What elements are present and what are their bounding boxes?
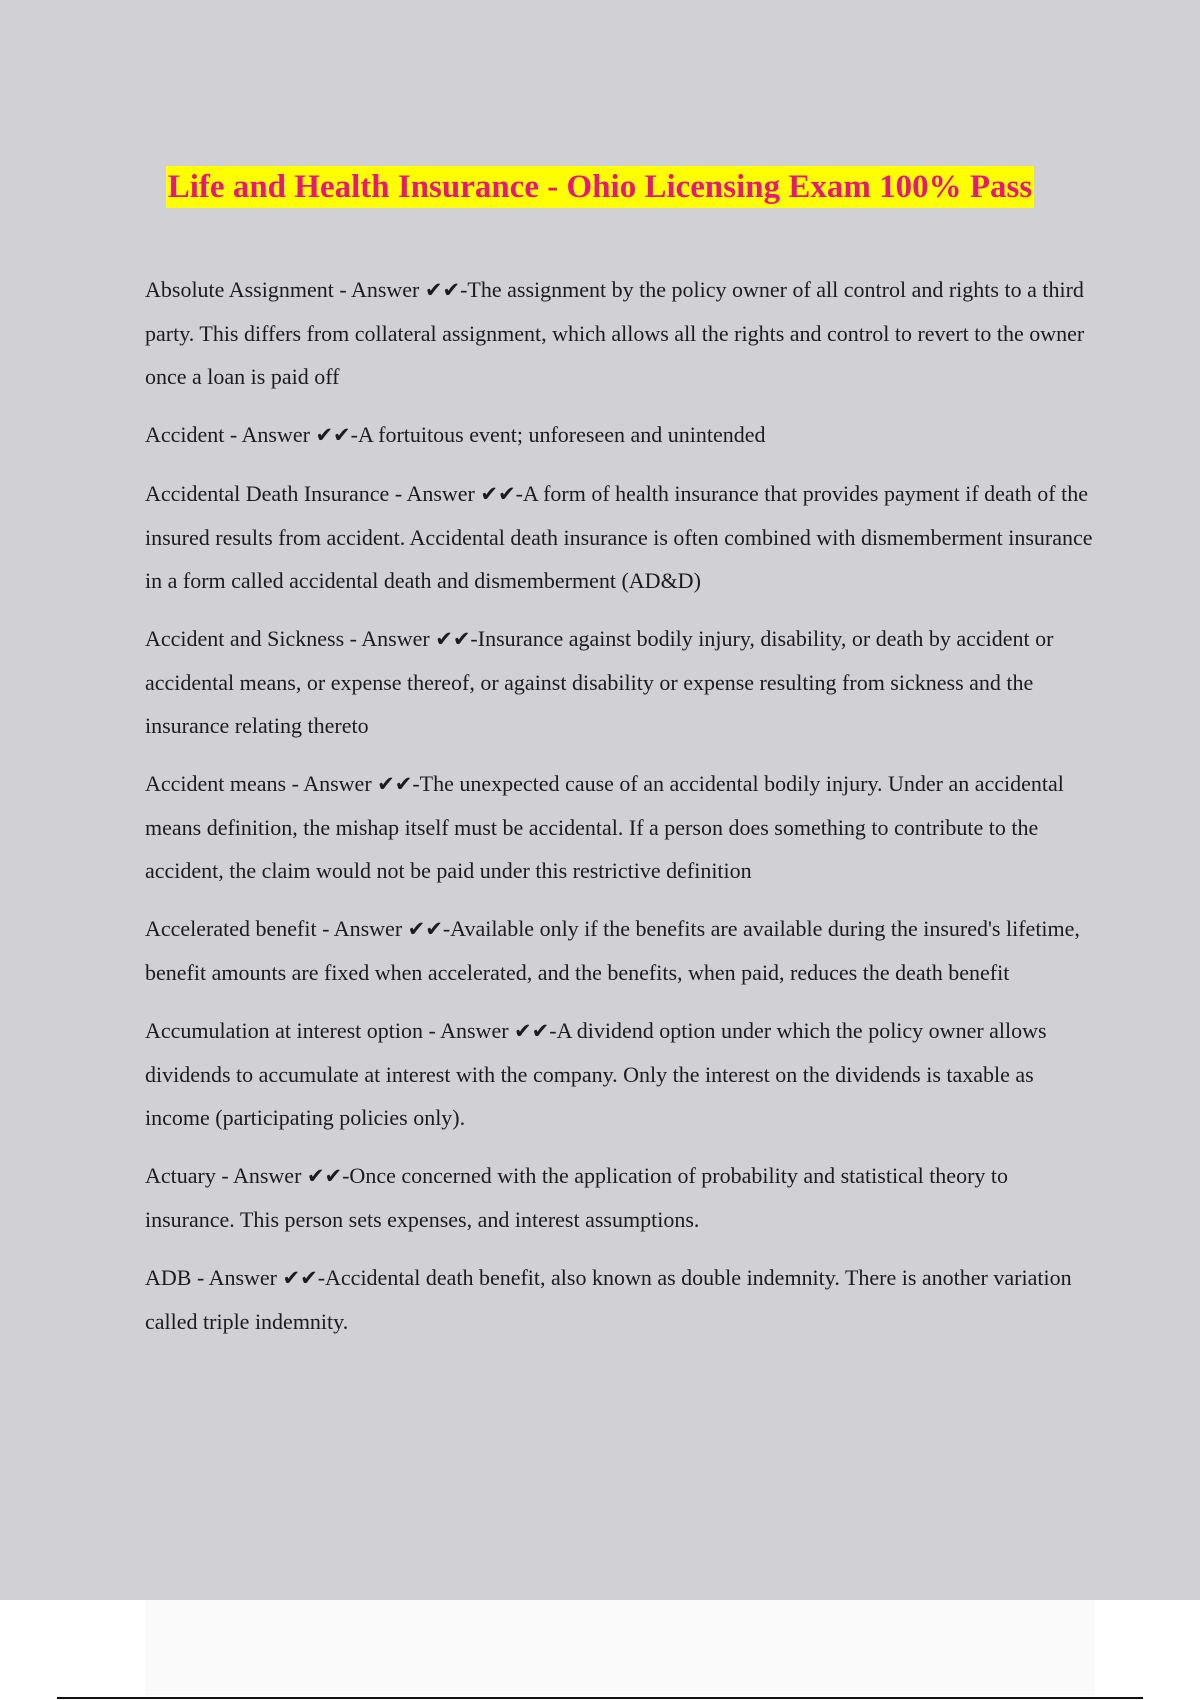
entry-definition: -Available only if the benefits are available during the insured's lifetime, benefit amounts are fixed when accelerated, and the benefits, when paid, reduces the death benefit [145,916,1080,985]
entry [145,472,1095,602]
entry [145,617,1095,747]
entry-term: Actuary [145,1163,216,1188]
entry-separator: - Answer [333,277,425,302]
entry-definition: -Accidental death benefit, also known as double indemnity. There is another variation called triple indemnity. [145,1265,1072,1334]
entries-list [145,268,1095,1358]
entry [145,268,1095,398]
entry-definition: -A form of health insurance that provides payment if death of the insured results from accident. Accidental death insurance is often combined with dismemberment insurance in a form called accidental death and dismemberment (AD&D) [145,481,1093,593]
entry [145,1154,1095,1241]
entry-term: Accident means [145,771,287,796]
entry-term: Absolute Assignment [145,277,334,302]
document-title: Life and Health Insurance - Ohio Licensing Exam 100% Pass [166,166,1035,208]
entry-term: Accidental Death Insurance [145,481,390,506]
entry-separator: - Answer [224,422,316,447]
entry [145,907,1095,994]
double-check-icon: ✔✔ [480,482,516,506]
entry-separator: - Answer [344,626,436,651]
entry [145,413,1095,457]
entry-definition: -The unexpected cause of an accidental bodily injury. Under an accidental means definition, the mishap itself must be accidental. If a person does something to contribute to the accident, the claim would not be paid under this restrictive definition [145,771,1064,883]
double-check-icon: ✔✔ [435,627,471,651]
entry [145,762,1095,892]
footer-divider [57,1697,1143,1699]
entry-separator: - Answer [423,1018,515,1043]
entry-separator: - Answer [215,1163,307,1188]
entry-term: Accelerated benefit [145,916,317,941]
entry-separator: - Answer [389,481,481,506]
double-check-icon: ✔✔ [377,772,413,796]
entry-separator: - Answer [286,771,378,796]
entry-definition: -Once concerned with the application of probability and statistical theory to insurance. This person sets expenses, and interest assumptions. [145,1163,1009,1232]
entry-definition: -A dividend option under which the policy owner allows dividends to accumulate at interest with the company. Only the interest on the dividends is taxable as income (participating policies only). [145,1018,1047,1130]
double-check-icon: ✔✔ [407,917,443,941]
entry-term: Accident and Sickness [145,626,345,651]
double-check-icon: ✔✔ [315,423,351,447]
entry-definition: -A fortuitous event; unforeseen and unintended [350,422,766,447]
double-check-icon: ✔✔ [514,1019,550,1043]
entry [145,1256,1095,1343]
entry-term: Accumulation at interest option [145,1018,423,1043]
entry-term: Accident [145,422,225,447]
double-check-icon: ✔✔ [282,1266,318,1290]
entry-definition: -The assignment by the policy owner of all control and rights to a third party. This differs from collateral assignment, which allows all the rights and control to revert to the owner once a loan is paid off [145,277,1085,389]
double-check-icon: ✔✔ [306,1164,343,1188]
title-wrap [0,166,1200,208]
entry-definition: -Insurance against bodily injury, disability, or death by accident or accidental means, or expense thereof, or against disability or expense resulting from sickness and the insurance relating thereto [145,626,1054,738]
entry-term: ADB [145,1265,192,1290]
double-check-icon: ✔✔ [424,278,461,302]
entry [145,1009,1095,1139]
entry-separator: - Answer [316,916,408,941]
footer-area [145,1600,1095,1695]
entry-separator: - Answer [191,1265,283,1290]
